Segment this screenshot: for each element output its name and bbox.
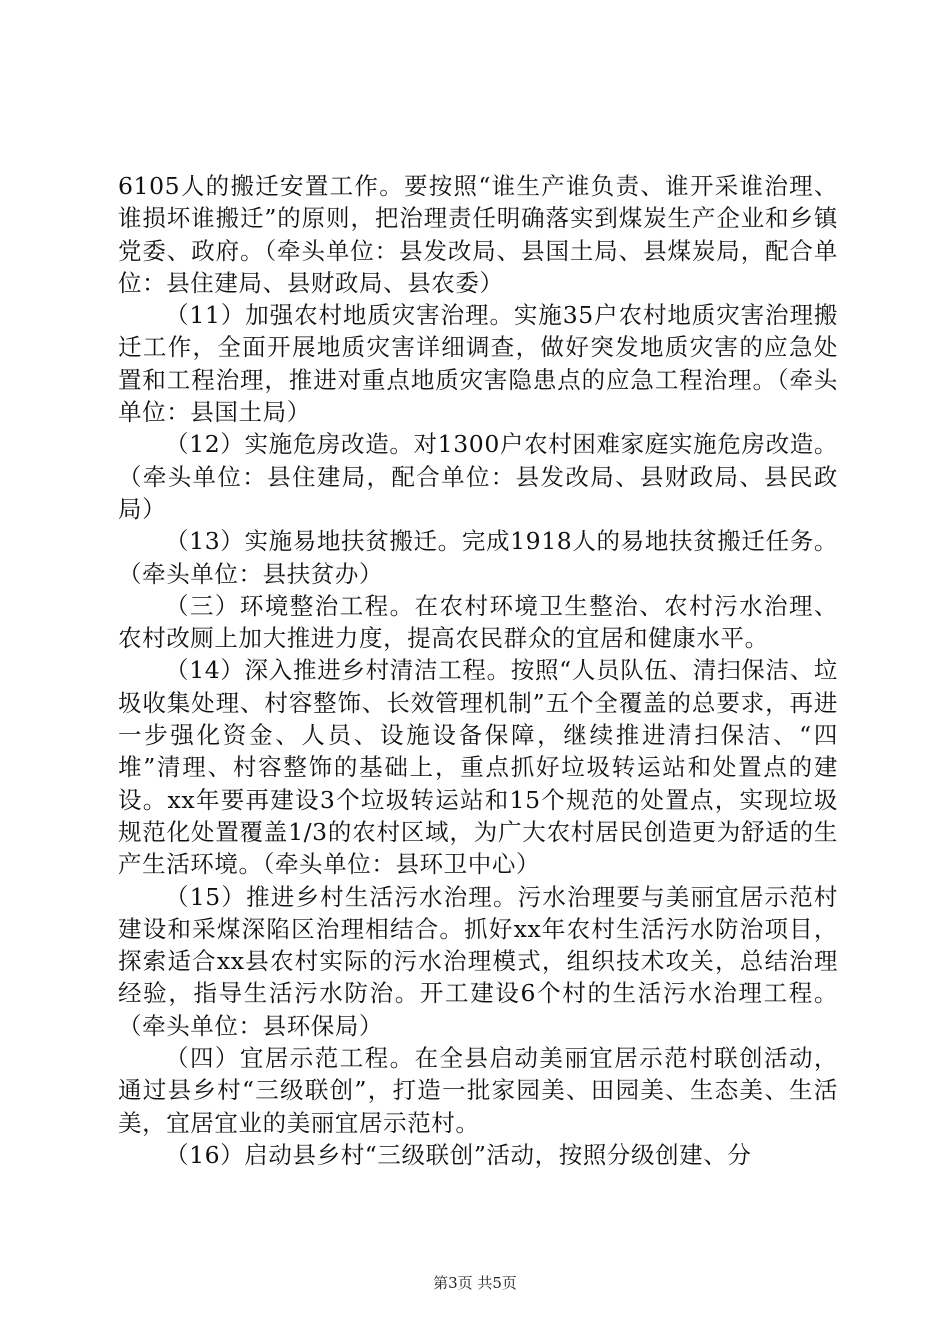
- paragraph-item-16: （16）启动县乡村“三级联创”活动，按照分级创建、分: [165, 1140, 752, 1169]
- page-footer: 第3页 共5页: [433, 1274, 517, 1292]
- paragraph-item-13: （13）实施易地扶贫搬迁。完成1918人的易地扶贫搬迁任务。（牵头单位：县扶贫办）: [118, 527, 838, 588]
- paragraph-section-3: （三）环境整治工程。在农村环境卫生整治、农村污水治理、农村改厕上加大推进力度，提高农民群众的宜居和健康水平。: [118, 591, 838, 653]
- paragraph-continuation: 6105人的搬迁安置工作。要按照“谁生产谁负责、谁开采谁治理、谁损坏谁搬迁”的原则，把治理责任明确落实到煤炭生产企业和乡镇党委、政府。（牵头单位：县发改局、县国土局、县煤炭局，配合单位：县住建局、县财政局、县农委）: [118, 172, 838, 297]
- paragraph-item-15: （15）推进乡村生活污水治理。污水治理要与美丽宜居示范村建设和采煤深陷区治理相结合。抓好xx年农村生活污水防治项目，探索适合xx县农村实际的污水治理模式，组织技术攻关，总结治理经验，指导生活污水防治。开工建设6个村的生活污水治理工程。（牵头单位：县环保局）: [118, 882, 838, 1040]
- paragraph-item-12: （12）实施危房改造。对1300户农村困难家庭实施危房改造。（牵头单位：县住建局，配合单位：县发改局、县财政局、县民政局）: [118, 430, 838, 523]
- paragraph-item-11: （11）加强农村地质灾害治理。实施35户农村地质灾害治理搬迁工作，全面开展地质灾害详细调查，做好突发地质灾害的应急处置和工程治理，推进对重点地质灾害隐患点的应急工程治理。（牵头单位：县国土局）: [118, 301, 838, 427]
- paragraph-item-14: （14）深入推进乡村清洁工程。按照“人员队伍、清扫保洁、垃圾收集处理、村容整饰、长效管理机制”五个全覆盖的总要求，再进一步强化资金、人员、设施设备保障，继续推进清扫保洁、“四堆”清理、村容整饰的基础上，重点抓好垃圾转运站和处置点的建设。xx年要再建设3个垃圾转运站和15个规范的处置点，实现垃圾规范化处置覆盖1/3的农村区域，为广大农村居民创造更为舒适的生产生活环境。（牵头单位：县环卫中心）: [118, 656, 838, 879]
- document-body: [118, 170, 838, 1171]
- paragraph-section-4: （四）宜居示范工程。在全县启动美丽宜居示范村联创活动，通过县乡村“三级联创”，打造一批家园美、田园美、生态美、生活美，宜居宜业的美丽宜居示范村。: [118, 1044, 838, 1137]
